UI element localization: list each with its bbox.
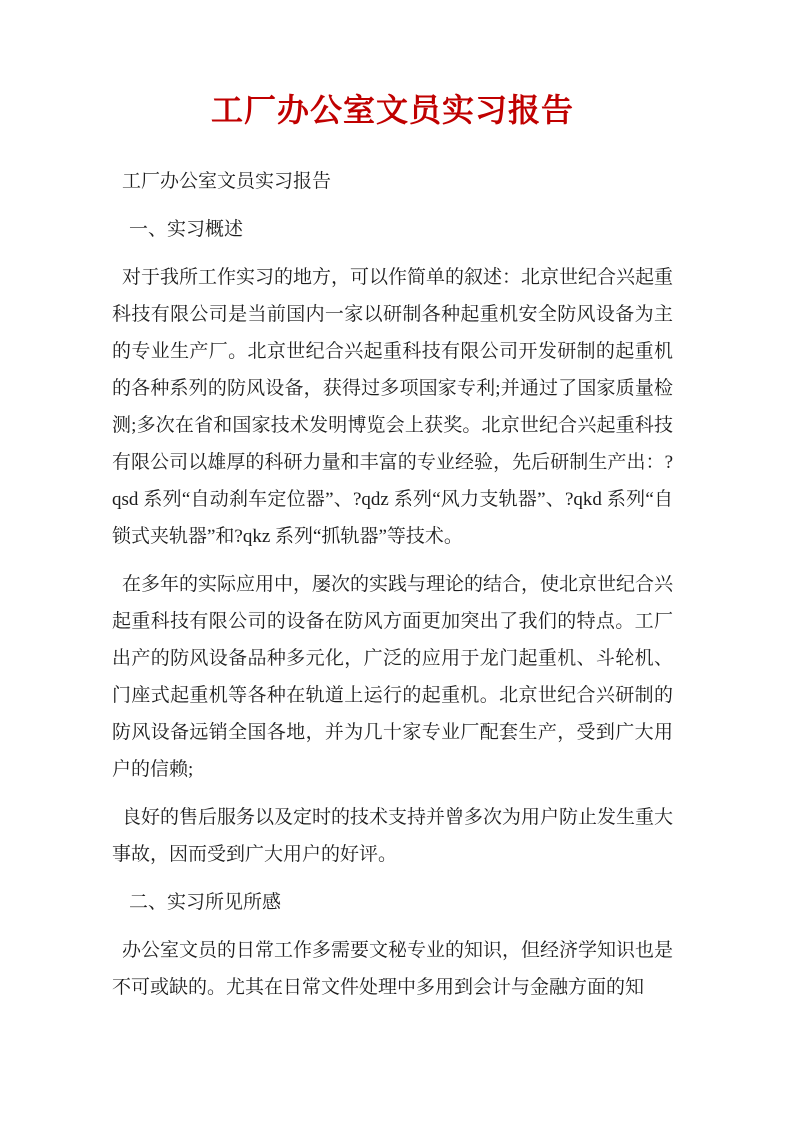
paragraph: 良好的售后服务以及定时的技术支持并曾多次为用户防止发生重大事故，因而受到广大用户的好评。	[112, 807, 674, 865]
subtitle-line: 工厂办公室文员实习报告	[122, 171, 332, 192]
section-heading-2: 二、实习所见所感	[129, 892, 282, 913]
paragraph: 对于我所工作实习的地方，可以作简单的叙述：北京世纪合兴起重科技有限公司是当前国内一家以研制各种起重机安全防风设备为主的专业生产厂。北京世纪合兴起重科技有限公司开发研制的起重机的各种系列的防风设备，获得过多项国家专利;并通过了国家质量检测;多次在省和国家技术发明博览会上获奖。北京世纪合兴起重科技有限公司以雄厚的科研力量和丰富的专业经验，先后研制生产出：?qsd 系列“自动刹车定位器”、?qdz 系列“风力支轨器”、?qkd 系列“自锁式夹轨器”和?qkz 系列“抓轨器”等技术。	[112, 267, 674, 547]
section-heading-1: 一、实习概述	[129, 219, 244, 240]
document-title: 工厂办公室文员实习报告	[210, 92, 574, 128]
paragraph: 在多年的实际应用中，屡次的实践与理论的结合，使北京世纪合兴起重科技有限公司的设备在防风方面更加突出了我们的特点。工厂出产的防风设备品种多元化，广泛的应用于龙门起重机、斗轮机、门座式起重机等各种在轨道上运行的起重机。北京世纪合兴研制的防风设备远销全国各地，并为几十家专业厂配套生产，受到广大用户的信赖;	[112, 574, 674, 780]
paragraph: 办公室文员的日常工作多需要文秘专业的知识，但经济学知识也是不可或缺的。尤其在日常文件处理中多用到会计与金融方面的知	[112, 940, 674, 998]
document-body	[112, 163, 673, 1006]
